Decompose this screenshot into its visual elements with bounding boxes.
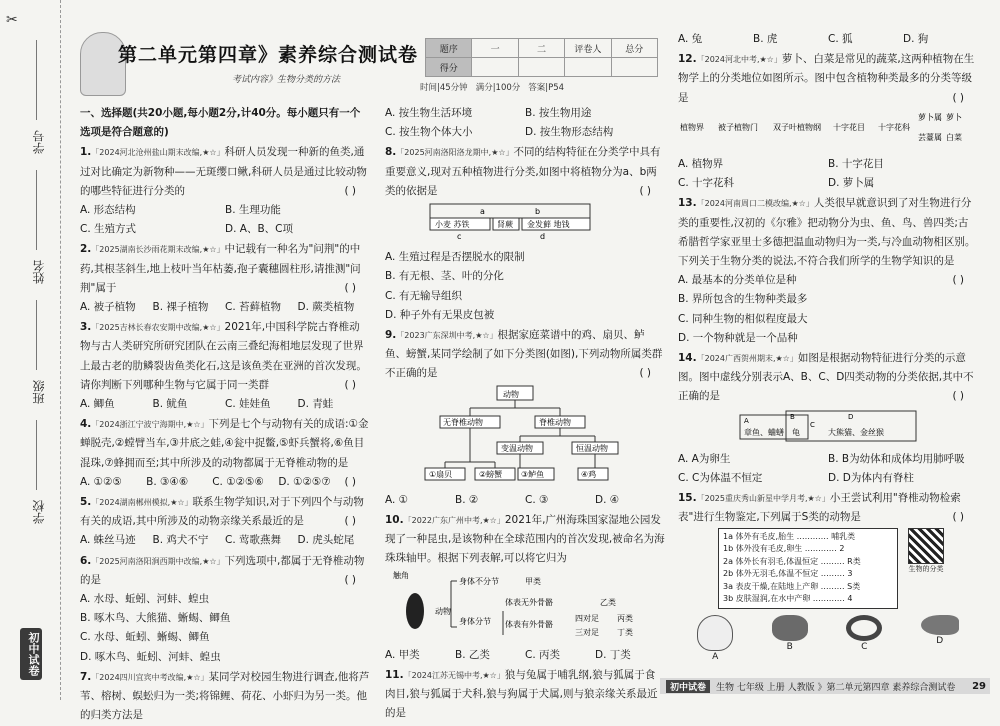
question-number: 12.	[678, 53, 697, 66]
option-b[interactable]: B. 鸡犬不宁	[152, 534, 209, 547]
option-c[interactable]: C. C为体温不恒定	[678, 472, 763, 485]
question-number: 5.	[80, 496, 92, 509]
question-source: 「2024河北沧州盐山期末改编,★☆」	[91, 148, 225, 158]
venn-label: B	[790, 412, 795, 421]
option-b[interactable]: B. B为幼体和成体均用肺呼吸	[828, 452, 965, 465]
option-d[interactable]: D. 青蛙	[297, 398, 334, 411]
question-source: 「2025河南洛阳洛龙期中,★☆」	[396, 148, 514, 158]
option-b[interactable]: B. 啄木鸟、大熊猫、蜥蜴、鲫鱼	[80, 612, 231, 625]
taxon-node: 十字花科	[878, 122, 910, 132]
tree-node: 脊椎动物	[539, 417, 571, 427]
option-d[interactable]: D. 按生物形态结构	[525, 126, 614, 139]
fig-label-d: d	[540, 232, 546, 242]
option-a[interactable]: A. 鲫鱼	[80, 398, 115, 411]
animal-label: D	[936, 635, 944, 646]
question-source: 「2022广东广州中考,★☆」	[403, 516, 505, 526]
answer-blank[interactable]: ( )	[639, 367, 651, 380]
answer-info: 答案|P54	[528, 83, 565, 93]
answer-blank[interactable]: ( )	[344, 184, 356, 197]
key-root: 动物	[435, 606, 451, 616]
question-text: 狼与兔属于哺乳纲,狼与狐属于食肉目,狼与狐属于犬科,狼与狗属于犬属,则与狼亲缘关系最近的是	[385, 669, 658, 720]
qr-code[interactable]	[908, 528, 944, 564]
option-b[interactable]: B. 乙类	[455, 648, 490, 661]
option-a[interactable]: A. 水母、蚯蚓、河蚌、蝗虫	[80, 593, 210, 606]
answer-blank[interactable]: ( )	[344, 573, 356, 586]
question-text: 小王尝试利用"脊椎动物检索表"进行生物鉴定,下列属于S类的动物是	[678, 492, 961, 524]
option-c[interactable]: C. 生殖方式	[80, 223, 137, 236]
dichotomous-key	[718, 528, 898, 609]
answer-blank[interactable]: ( )	[952, 91, 964, 104]
snake-icon	[846, 615, 882, 641]
key-step: 身体不分节	[459, 576, 499, 586]
score-info: 满分|100分	[475, 83, 521, 93]
tree-node: 变温动物	[501, 443, 533, 453]
taxon-genus: 萝卜属	[918, 112, 942, 122]
venn-label: C	[810, 420, 815, 429]
venn-label: D	[848, 412, 854, 421]
venn-item: 章鱼、蛐蟮	[744, 427, 784, 437]
option-a[interactable]: A. 生殖过程是否摆脱水的限制	[385, 251, 525, 264]
exam-info	[420, 81, 700, 93]
question-12	[678, 50, 978, 193]
question-number: 11.	[385, 669, 404, 682]
footer-text: 生物 七年级 上册 人教版 》第二单元第四章 素养综合测试卷	[716, 682, 956, 693]
answer-blank[interactable]: ( )	[639, 184, 651, 197]
question-source: 「2024江苏无锡中考,★☆」	[403, 671, 505, 681]
option-b[interactable]: B. ③④⑥	[146, 475, 189, 488]
option-a[interactable]: A. A为卵生	[678, 452, 731, 465]
fig-label-b: b	[535, 207, 541, 217]
footer-brand: 初中试卷	[666, 680, 710, 693]
score-header-cell: 题序	[426, 39, 472, 58]
option-d[interactable]: D. 丁类	[595, 648, 631, 661]
score-header-cell: 评卷人	[565, 39, 611, 58]
tree-leaf: ④鸡	[581, 469, 597, 479]
question-text: 萝卜、白菜是常见的蔬菜,这两种植物在生物学上的分类地位如图所示。图中包含植物种类最多的分类等级是	[678, 53, 975, 104]
fig-box-text: 肾蕨	[497, 220, 513, 230]
option-b[interactable]: B. 鱿鱼	[152, 398, 188, 411]
option-d[interactable]: D. 萝卜属	[828, 177, 875, 190]
option-c[interactable]: C. 有无输导组织	[385, 289, 463, 302]
goose-icon	[697, 615, 733, 651]
question-number: 8.	[385, 146, 397, 159]
binding-margin	[0, 0, 61, 700]
question-number: 13.	[678, 197, 697, 210]
score-cell[interactable]	[565, 58, 611, 77]
class-label: 班级	[32, 380, 46, 404]
option-d[interactable]: D. 蕨类植物	[297, 301, 355, 314]
time-info: 时间|45分钟	[420, 83, 468, 93]
question-number: 15.	[678, 492, 697, 505]
option-c[interactable]: C. ①②⑤⑥	[212, 475, 264, 488]
question-3	[80, 318, 370, 414]
name-line	[36, 170, 37, 250]
key-group: 甲类	[525, 576, 541, 586]
taxon-genus: 芸薹属	[918, 132, 942, 142]
fig-box-text: 小麦 苏铁	[435, 220, 470, 230]
question-4	[80, 415, 370, 492]
animal-label: B	[786, 641, 793, 652]
key-group: 丁类	[617, 627, 633, 637]
question-6	[80, 552, 370, 667]
key-step: 四对足	[575, 613, 599, 623]
question-text: 某同学对校园生物进行调查,他将芦苇、榕树、蜈蚣归为一类;将锦鲤、荷花、小虾归为另一类。他的归类方法是	[80, 670, 370, 722]
option-b[interactable]: B. 十字花目	[828, 158, 884, 171]
question-text: 中记载有一种名为"问荆"的中药,其根茎斜生,地上枝叶当年枯萎,孢子囊穗圆柱形,请推测"问荆"属于	[80, 243, 361, 294]
question-text: 2021年,广州海珠国家湿地公园发现了一种昆虫,是该物种在全球范围内的首次发现,被命名为海珠珠轴甲。根据下列表解,可以将它归为	[385, 514, 665, 565]
question-source: 「2024浙江宁波宁海期中,★☆」	[91, 420, 209, 430]
question-source: 「2025河南洛阳涧西期中改编,★☆」	[91, 556, 225, 566]
question-source: 「2024四川宜宾中考改编,★☆」	[91, 672, 209, 682]
middle-column	[385, 104, 665, 724]
question-source: 「2023广东深圳中考,★☆」	[396, 331, 498, 341]
animal-label: A	[712, 651, 719, 662]
score-row-label: 得分	[426, 58, 472, 77]
question-1	[80, 143, 370, 239]
question-number: 6.	[80, 554, 92, 567]
score-header-cell: 二	[518, 39, 564, 58]
tree-leaf: ②螃蟹	[479, 469, 503, 479]
option-b[interactable]: B. ②	[455, 493, 479, 506]
taxon-node: 植物界	[680, 122, 704, 132]
option-d[interactable]: D. A、B、C项	[225, 223, 293, 236]
option-c[interactable]: C. 苔藓植物	[225, 301, 282, 314]
question-text: 下列是七个与动物有关的成语:①金蝉脱壳,②螳臂当车,③井底之蛙,④瓮中捉鳖,⑤虾兵蟹将,⑥鱼目混珠,⑦蜂拥而至;其中所涉及的动物都属于无脊椎动物的是	[80, 418, 369, 469]
key-step: 身体分节	[459, 616, 491, 626]
tree-leaf: ③鲈鱼	[521, 469, 545, 479]
question-text: 联系生物学知识,对于下列四个与动物有关的成语,其中所涉及的动物亲缘关系最近的是	[80, 496, 364, 528]
fig-a-bracket	[430, 204, 590, 218]
left-column	[80, 104, 370, 726]
venn-label: A	[744, 416, 749, 425]
option-a[interactable]: A. ①	[385, 493, 409, 506]
fish-icon	[921, 615, 959, 635]
score-cell[interactable]	[472, 58, 518, 77]
page-number: 29	[972, 680, 986, 692]
tree-leaf: ①扇贝	[429, 469, 453, 479]
option-c[interactable]: C. ③	[525, 493, 549, 506]
animal-venn-figure	[678, 407, 968, 443]
key-group: 乙类	[600, 597, 616, 607]
key-row: 1b 体外没有毛皮,卵生 ………… 2	[723, 544, 845, 554]
insect-key-figure	[385, 569, 645, 639]
plant-classification-figure	[385, 201, 625, 241]
key-step: 体表有外骨骼	[505, 619, 553, 629]
option-b[interactable]: B. 界所包含的生物种类最多	[678, 293, 808, 306]
tree-root: 动物	[503, 389, 519, 399]
taxon-species: 萝卜	[946, 112, 962, 122]
student-id-line	[36, 40, 37, 120]
answer-blank[interactable]: ( )	[344, 378, 356, 391]
option-c[interactable]: C. 水母、蚯蚓、蜥蜴、鲫鱼	[80, 631, 210, 644]
tree-node: 无脊椎动物	[443, 417, 483, 427]
question-text: 不同的结构特征在分类学中具有重要意义,现对五种植物进行分类,如图中将植物分为a、b两类的依据是	[385, 146, 661, 197]
option-c[interactable]: C. 莺歌燕舞	[225, 534, 282, 547]
question-source: 「2025吉林长春农安期中改编,★☆」	[91, 323, 225, 333]
question-2	[80, 240, 370, 317]
option-d[interactable]: D. 一个物种就是一个品种	[678, 331, 798, 344]
fig-label-c: c	[457, 232, 462, 242]
taxon-node: 被子植物门	[718, 122, 758, 132]
question-text: 下列选项中,都属于无脊椎动物的是	[80, 554, 365, 586]
question-8	[385, 143, 665, 325]
test-header	[70, 30, 658, 100]
question-14	[678, 349, 978, 488]
question-number: 4.	[80, 418, 92, 431]
right-column	[678, 30, 978, 663]
question-7	[80, 668, 370, 726]
student-id-label: 学号	[32, 130, 46, 154]
key-row: 3a 表皮干燥,在陆地上产卵 ……… S类	[723, 581, 861, 591]
option-d[interactable]: D. ①②⑤⑦	[278, 475, 331, 488]
scissors-icon: ✂	[6, 12, 18, 28]
score-cell[interactable]	[518, 58, 564, 77]
option-a[interactable]: A. 最基本的分类单位是种	[678, 274, 797, 287]
answer-blank[interactable]: ( )	[344, 475, 356, 488]
name-label: 姓名	[32, 260, 46, 284]
option-b[interactable]: B. 按生物用途	[525, 107, 592, 119]
option-d[interactable]: D. D为体内有脊柱	[828, 472, 914, 485]
school-line	[36, 420, 37, 490]
page-footer	[660, 678, 990, 694]
question-number: 1.	[80, 146, 92, 159]
question-number: 2.	[80, 243, 92, 256]
question-source: 「2024广西贺州期末,★☆」	[696, 354, 798, 364]
question-source: 「2025重庆秀山新星中学月考,★☆」	[696, 494, 830, 504]
question-source: 「2024河北中考,★☆」	[696, 55, 782, 65]
option-a[interactable]: A. 形态结构	[80, 204, 136, 217]
question-9	[385, 326, 665, 510]
q7-options	[385, 104, 665, 142]
question-11	[385, 666, 665, 724]
question-number: 10.	[385, 514, 404, 527]
option-d[interactable]: D. 种子外有无果皮包被	[385, 308, 495, 321]
answer-blank[interactable]: ( )	[344, 515, 356, 528]
option-b[interactable]: B. 有无根、茎、叶的分化	[385, 270, 504, 283]
fig-box-text: 金发藓 地钱	[527, 220, 570, 230]
option-d[interactable]: D. ④	[595, 493, 620, 506]
option-c[interactable]: C. 狐	[828, 33, 853, 45]
answer-blank[interactable]: ( )	[952, 274, 964, 287]
question-5	[80, 493, 370, 551]
school-label: 学校	[32, 500, 46, 524]
question-15	[678, 489, 978, 662]
venn-item: 龟	[792, 427, 800, 437]
score-table	[425, 38, 658, 77]
score-header-cell: 总分	[611, 39, 657, 58]
animal-label: C	[861, 641, 868, 652]
question-13	[678, 194, 978, 348]
option-b[interactable]: B. 虎	[753, 33, 778, 45]
option-a[interactable]: A. ①②⑤	[80, 475, 122, 488]
key-step: 体表无外骨骼	[505, 597, 553, 607]
option-b[interactable]: B. 裸子植物	[152, 301, 209, 314]
question-source: 「2025湖南长沙雨花期末改编,★☆」	[91, 245, 225, 255]
qr-caption: 生物的分类	[908, 564, 944, 573]
option-a[interactable]: A. 甲类	[385, 648, 420, 661]
option-a[interactable]: A. 兔	[678, 33, 703, 45]
question-number: 14.	[678, 352, 697, 365]
key-row: 1a 体外有毛皮,胎生 ………… 哺乳类	[723, 531, 856, 541]
option-c[interactable]: C. 丙类	[525, 648, 561, 661]
option-a[interactable]: A. 蛛丝马迹	[80, 534, 136, 547]
beetle-icon	[406, 593, 424, 629]
question-text: 科研人员发现一种新的鱼类,通过对比确定为新物种——无斑缨口鳅,科研人员是通过比较动物的哪些特征进行分类的	[80, 146, 367, 197]
plant-taxonomy-figure	[678, 108, 968, 148]
question-text: 2021年,中国科学院古脊椎动物与古人类研究所研究团队在云南三叠纪海相地层发现了世界上最古老的肋鳞裂齿鱼类化石,这是该鱼类在亚洲的首次发现。请你判断下列哪种生物与它属于同一类群	[80, 321, 367, 391]
answer-blank[interactable]: ( )	[344, 281, 356, 294]
question-number: 7.	[80, 670, 92, 683]
option-a[interactable]: A. 植物界	[678, 158, 724, 171]
option-c[interactable]: C. 按生物个体大小	[385, 126, 473, 139]
frog-icon	[772, 615, 808, 641]
score-header-cell: 一	[472, 39, 518, 58]
question-text: 如图是根据动物特征进行分类的示意图。图中虚线分别表示A、B、C、D四类动物的分类依据,其中不正确的是	[678, 352, 974, 403]
option-d[interactable]: D. 虎头蛇尾	[297, 534, 355, 547]
option-c[interactable]: C. 十字花科	[678, 177, 735, 190]
option-a[interactable]: A. 按生物生活环境	[385, 107, 473, 119]
question-source: 「2024河南周口二模改编,★☆」	[696, 199, 814, 209]
q11-options	[678, 30, 978, 49]
option-c[interactable]: C. 娃娃鱼	[225, 398, 271, 411]
taxon-species: 白菜	[946, 132, 962, 142]
key-group: 丙类	[617, 613, 633, 623]
animal-tree-figure	[385, 384, 645, 484]
section-title: 一、选择题(共20小题,每小题2分,计40分。每小题只有一个选项是符合题意的)	[80, 107, 361, 139]
question-number: 3.	[80, 321, 92, 334]
class-line	[36, 300, 37, 370]
key-row: 2a 体外长有羽毛,体温恒定 ……… R类	[723, 556, 861, 566]
key-step: 三对足	[575, 627, 599, 637]
question-number: 9.	[385, 329, 397, 342]
question-text: 根据家庭菜谱中的鸡、扇贝、鲈鱼、螃蟹,某同学绘制了如下分类图(如图),下列动物所属类群不正确的是	[385, 329, 663, 380]
option-b[interactable]: B. 生理功能	[225, 204, 281, 217]
answer-blank[interactable]: ( )	[952, 390, 964, 403]
option-c[interactable]: C. 同种生物的相似程度最大	[678, 312, 808, 325]
key-row: 3b 皮肤湿润,在水中产卵 ………… 4	[723, 594, 853, 604]
venn-item: 大熊猫、金丝猴	[828, 427, 884, 437]
option-d[interactable]: D. 啄木鸟、蚯蚓、河蚌、蝗虫	[80, 650, 221, 663]
fig-label-a: a	[480, 207, 485, 217]
page-title: 第二单元第四章》素养综合测试卷	[118, 44, 419, 66]
question-source: 「2024湖南郴州模拟,★☆」	[91, 498, 193, 508]
insect-label: 触角	[393, 570, 409, 580]
tree-node: 恒温动物	[576, 443, 608, 453]
option-a[interactable]: A. 被子植物	[80, 301, 136, 314]
exam-content: 考试内容》生物分类的方法	[232, 75, 341, 85]
score-cell[interactable]	[611, 58, 657, 77]
answer-blank[interactable]: ( )	[952, 511, 964, 524]
key-row: 2b 体外无羽毛,体温不恒定 ……… 3	[723, 569, 853, 579]
brand-logo: 初中试卷	[20, 628, 42, 680]
option-d[interactable]: D. 狗	[903, 33, 929, 45]
question-10	[385, 511, 665, 665]
taxon-node: 双子叶植物纲	[773, 122, 821, 132]
question-text: 人类很早就意识到了对生物进行分类的重要性,汉初的《尔雅》把动物分为虫、鱼、鸟、兽四类;古希腊哲学家亚里士多德把温血动物归为一类,与冷血动物相区别。下列关于生物分类的说法,不符合我们所学的生物学知识的是	[678, 197, 976, 268]
taxon-node: 十字花目	[833, 122, 865, 132]
